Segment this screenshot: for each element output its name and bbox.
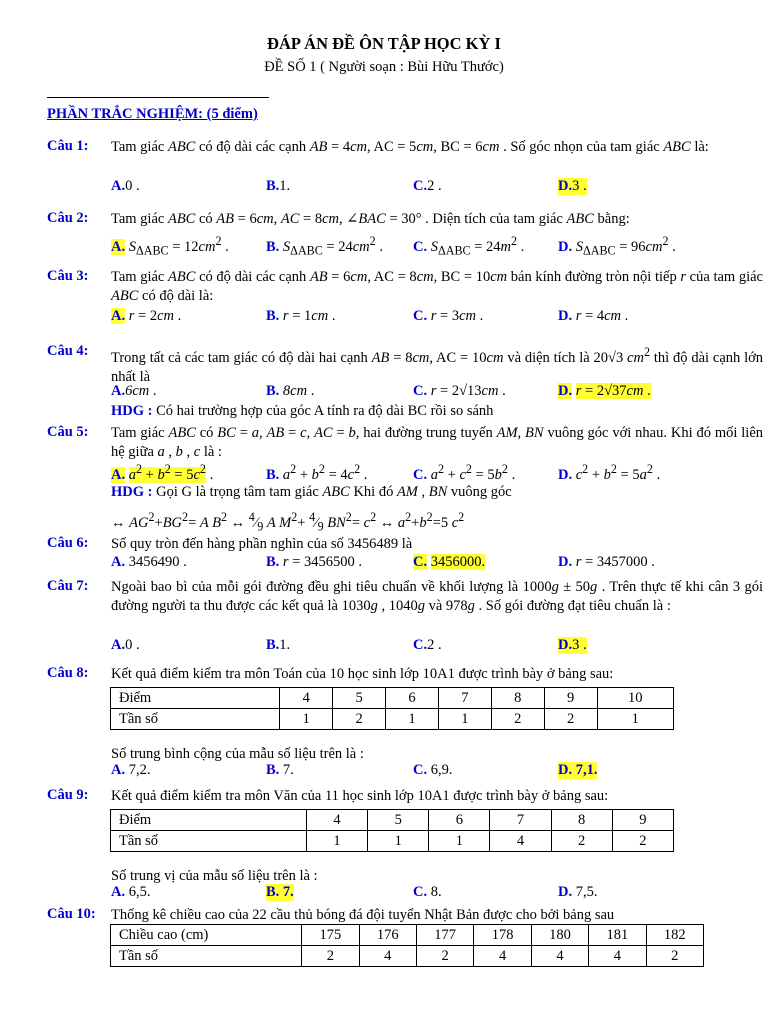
table-cell: Chiều cao (cm) bbox=[111, 925, 302, 946]
question-text: Kết quả điểm kiểm tra môn Toán của 10 học sinh lớp 10A1 được trình bày ở bảng sau: bbox=[111, 666, 614, 682]
table-cell: 5 bbox=[368, 810, 429, 831]
question-label: Câu 4: bbox=[47, 343, 89, 359]
table-cell: 8 bbox=[551, 810, 612, 831]
table-cell: 1 bbox=[386, 709, 439, 730]
question-text: Ngoài bao bì của mỗi gói đường đều ghi tiêu chuẩn về khối lượng là 1000g ± 50g . Trên thực tế khi cân 3 gói đường người ta thu được các kết quả là 1030g , 1040g và 978g . Số gói đường đạt tiêu chuẩn là : bbox=[111, 579, 763, 614]
height-table bbox=[110, 924, 704, 967]
question-label: Câu 7: bbox=[47, 578, 89, 594]
table-row bbox=[111, 946, 704, 967]
table-cell: 178 bbox=[474, 925, 531, 946]
question-label: Câu 6: bbox=[47, 535, 89, 551]
table-cell: 2 bbox=[612, 831, 673, 852]
table-cell: 1 bbox=[280, 709, 333, 730]
option-a-correct: A. $a^2 + b^2 = 5c^2$ . bbox=[111, 462, 214, 483]
table-cell: 10 bbox=[597, 688, 673, 709]
table-cell: 2 bbox=[491, 709, 544, 730]
option-d-correct: D. r = 2√37cm . bbox=[558, 383, 651, 399]
option-a: A.0 . bbox=[111, 178, 140, 194]
question-label: Câu 9: bbox=[47, 787, 89, 803]
section-heading: PHẦN TRẮC NGHIỆM: (5 điểm) bbox=[47, 106, 258, 122]
question-text: Thống kê chiều cao của 22 cầu thủ bóng đá đội tuyển Nhật Bản được cho bởi bảng sau bbox=[111, 907, 615, 923]
table-cell: 1 bbox=[438, 709, 491, 730]
table-cell: 182 bbox=[646, 925, 703, 946]
table-cell: 2 bbox=[551, 831, 612, 852]
question-text: Tam giác ABC có AB = 6cm, AC = 8cm, ∠BAC = 30° . Diện tích của tam giác ABC bằng: bbox=[111, 211, 630, 227]
page-title: ĐÁP ÁN ĐỀ ÔN TẬP HỌC KỲ I bbox=[267, 34, 501, 53]
answer-options bbox=[111, 234, 763, 258]
option-c: C. 8. bbox=[413, 884, 442, 900]
option-c: C.2 . bbox=[413, 637, 442, 653]
table-cell: 2 bbox=[646, 946, 703, 967]
option-d: D. r = 4cm . bbox=[558, 308, 629, 324]
option-d: D. $S_{\Delta ABC} = 96cm^2$ . bbox=[558, 234, 676, 258]
table-cell: 9 bbox=[612, 810, 673, 831]
table-row bbox=[111, 688, 674, 709]
question-text: Kết quả điểm kiểm tra môn Văn của 11 học sinh lớp 10A1 được trình bày ở bảng sau: bbox=[111, 788, 609, 804]
option-d: D. r = 3457000 . bbox=[558, 554, 655, 570]
option-d: D. 7,5. bbox=[558, 884, 598, 900]
option-b: B. r = 3456500 . bbox=[266, 554, 363, 570]
question-label: Câu 8: bbox=[47, 665, 89, 681]
table-cell: 177 bbox=[416, 925, 473, 946]
table-cell: 9 bbox=[544, 688, 597, 709]
answer-options bbox=[111, 884, 763, 904]
table-cell: 2 bbox=[302, 946, 359, 967]
table-cell: 4 bbox=[306, 810, 367, 831]
table-cell: 175 bbox=[302, 925, 359, 946]
question-text: Số quy tròn đến hàng phần nghìn của số 3456489 là bbox=[111, 536, 413, 552]
table-cell: 6 bbox=[386, 688, 439, 709]
table-cell: 7 bbox=[490, 810, 551, 831]
option-b-correct: B. 7. bbox=[266, 884, 294, 900]
table-cell: 1 bbox=[597, 709, 673, 730]
option-c: C. 6,9. bbox=[413, 762, 453, 778]
table-cell: 7 bbox=[438, 688, 491, 709]
option-a: A. 3456490 . bbox=[111, 554, 187, 570]
table-cell: Tần số bbox=[111, 709, 280, 730]
answer-options bbox=[111, 383, 763, 403]
table-cell: 6 bbox=[429, 810, 490, 831]
question-text: Tam giác ABC có độ dài các cạnh AB = 4cm, AC = 5cm, BC = 6cm . Số góc nhọn của tam giác ABC là: bbox=[111, 139, 709, 155]
option-b: B.1. bbox=[266, 637, 291, 653]
table-row bbox=[111, 709, 674, 730]
question-text: Số trung bình cộng của mẫu số liệu trên là : bbox=[111, 746, 364, 762]
table-row bbox=[111, 810, 674, 831]
option-d-correct: D.3 . bbox=[558, 637, 587, 653]
answer-options bbox=[111, 178, 763, 198]
table-cell: 2 bbox=[333, 709, 386, 730]
option-a: A. 6,5. bbox=[111, 884, 151, 900]
table-cell: Điểm bbox=[111, 810, 307, 831]
option-b: B. $a^2 + b^2 = 4c^2$ . bbox=[266, 462, 368, 483]
solution-hint: HDG : Có hai trường hợp của góc A tính ra độ dài BC rồi so sánh bbox=[111, 403, 494, 419]
table-cell: 2 bbox=[416, 946, 473, 967]
option-b: B.1. bbox=[266, 178, 291, 194]
option-a-correct: A. $S_{\Delta ABC} = 12cm^2$ . bbox=[111, 234, 229, 258]
answer-options bbox=[111, 554, 763, 574]
option-b: B. $S_{\Delta ABC} = 24cm^2$ . bbox=[266, 234, 383, 258]
table-cell: 1 bbox=[429, 831, 490, 852]
option-a-correct: A. r = 2cm . bbox=[111, 308, 182, 324]
answer-options bbox=[111, 308, 763, 328]
table-cell: 181 bbox=[589, 925, 646, 946]
option-b: B. r = 1cm . bbox=[266, 308, 336, 324]
question-label: Câu 10: bbox=[47, 906, 96, 922]
question-label: Câu 3: bbox=[47, 268, 89, 284]
score-table-math bbox=[110, 687, 674, 730]
table-cell: Tần số bbox=[111, 831, 307, 852]
option-d: D. $c^2 + b^2 = 5a^2$ . bbox=[558, 462, 661, 483]
option-c: C. $a^2 + c^2 = 5b^2$ . bbox=[413, 462, 516, 483]
score-table-literature bbox=[110, 809, 674, 852]
question-text: Tam giác ABC có BC = a, AB = c, AC = b, hai đường trung tuyến AM, BN vuông góc với nhau. Khi đó mối liên hệ giữa a , b , c là : bbox=[111, 425, 764, 460]
table-cell: Điểm bbox=[111, 688, 280, 709]
option-b: B. 7. bbox=[266, 762, 294, 778]
option-c: C.2 . bbox=[413, 178, 442, 194]
option-a: A. 7,2. bbox=[111, 762, 151, 778]
table-cell: 4 bbox=[589, 946, 646, 967]
option-c: C. r = 3cm . bbox=[413, 308, 484, 324]
table-cell: 4 bbox=[531, 946, 588, 967]
option-d-correct: D. 7,1. bbox=[558, 762, 598, 778]
question-text: Tam giác ABC có độ dài các cạnh AB = 6cm, AC = 8cm, BC = 10cm bán kính đường tròn nội tiếp r của tam giác ABC có độ dài là: bbox=[111, 269, 763, 304]
question-text: Trong tất cả các tam giác có độ dài hai cạnh AB = 8cm, AC = 10cm và diện tích là 20√3 $cm^2$ thì độ dài cạnh lớn nhất là bbox=[111, 345, 764, 385]
option-a: A.6cm . bbox=[111, 383, 157, 399]
option-c-correct: C. 3456000. bbox=[413, 554, 486, 570]
table-cell: 4 bbox=[359, 946, 416, 967]
table-cell: 180 bbox=[531, 925, 588, 946]
table-cell: 4 bbox=[490, 831, 551, 852]
page-subtitle: ĐỀ SỐ 1 ( Người soạn : Bùi Hữu Thước) bbox=[264, 59, 504, 75]
answer-options bbox=[111, 637, 763, 657]
option-c: C. $S_{\Delta ABC} = 24m^2$ . bbox=[413, 234, 525, 258]
table-cell: 1 bbox=[306, 831, 367, 852]
answer-options bbox=[111, 762, 763, 782]
answer-options bbox=[111, 462, 763, 482]
option-c: C. r = 2√13cm . bbox=[413, 383, 506, 399]
table-cell: 1 bbox=[368, 831, 429, 852]
question-text: Số trung vị của mẫu số liệu trên là : bbox=[111, 868, 318, 884]
table-cell: 176 bbox=[359, 925, 416, 946]
table-cell: 4 bbox=[474, 946, 531, 967]
option-d-correct: D.3 . bbox=[558, 178, 587, 194]
option-b: B. 8cm . bbox=[266, 383, 315, 399]
question-label: Câu 1: bbox=[47, 138, 89, 154]
question-label: Câu 2: bbox=[47, 210, 89, 226]
table-cell: 2 bbox=[544, 709, 597, 730]
table-cell: Tần số bbox=[111, 946, 302, 967]
solution-formula: ↔ $AG^2+BG^2= A$ $B^2$ ↔ $^4⁄_9$ A $M^2+$ $^4⁄_9$ $BN^2= c^2$ ↔ $a^2+b^2=5$ $c^2$ bbox=[111, 510, 465, 534]
solution-hint: HDG : Gọi G là trọng tâm tam giác ABC Khi đó AM , BN vuông góc bbox=[111, 484, 512, 500]
question-label: Câu 5: bbox=[47, 424, 89, 440]
option-a: A.0 . bbox=[111, 637, 140, 653]
table-row bbox=[111, 925, 704, 946]
table-cell: 4 bbox=[280, 688, 333, 709]
table-cell: 5 bbox=[333, 688, 386, 709]
divider bbox=[47, 97, 269, 98]
table-cell: 8 bbox=[491, 688, 544, 709]
table-row bbox=[111, 831, 674, 852]
